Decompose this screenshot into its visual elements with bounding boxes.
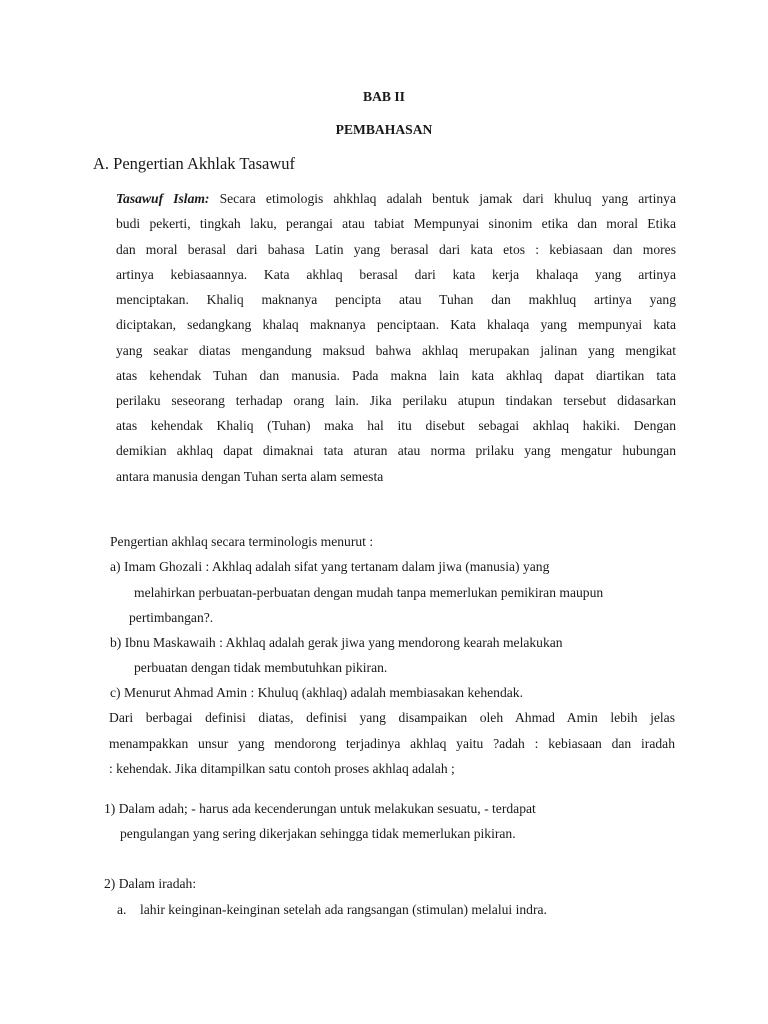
intro-line-1 bbox=[116, 191, 676, 207]
list-item-b-line-2: perbuatan dengan tidak membutuhkan pikiran. bbox=[134, 660, 388, 675]
conclusion-line-1: Dari berbagai definisi diatas, definisi yang disampaikan oleh Ahmad Amin lebih jelas bbox=[109, 710, 675, 725]
intro-line-12: antara manusia dengan Tuhan serta alam semesta bbox=[116, 469, 384, 484]
intro-line-6: diciptakan, sedangkang khalaq maknanya penciptaan. Kata khalaqa yang mempunyai kata bbox=[116, 317, 676, 332]
intro-line-5: menciptakan. Khaliq maknanya pencipta atau Tuhan dan makhluq artinya yang bbox=[116, 292, 676, 307]
conclusion-line-3: : kehendak. Jika ditampilkan satu contoh proses akhlaq adalah ; bbox=[109, 761, 455, 776]
intro-line-2: budi pekerti, tingkah laku, perangai atau tabiat Mempunyai sinonim etika dan moral Etika bbox=[116, 216, 676, 231]
terminology-intro: Pengertian akhlaq secara terminologis menurut : bbox=[110, 534, 374, 549]
chapter-subtitle: PEMBAHASAN bbox=[335, 122, 433, 137]
list-item-b-line-1: b) Ibnu Maskawaih : Akhlaq adalah gerak jiwa yang mendorong kearah melakukan bbox=[110, 635, 563, 650]
chapter-label: BAB II bbox=[363, 89, 405, 104]
list-item-a-line-1: a) Imam Ghozali : Akhlaq adalah sifat yang tertanam dalam jiwa (manusia) yang bbox=[110, 559, 550, 574]
process-iradah-a-marker: a. bbox=[117, 902, 127, 917]
process-adah-line-1: 1) Dalam adah; - harus ada kecenderungan untuk melakukan sesuatu, - terdapat bbox=[104, 801, 536, 816]
intro-term: Tasawuf Islam: bbox=[116, 191, 210, 206]
list-item-c-line-1: c) Menurut Ahmad Amin : Khuluq (akhlaq) adalah membiasakan kehendak. bbox=[110, 685, 523, 700]
intro-line-10: atas kehendak Khaliq (Tuhan) maka hal itu disebut sebagai akhlaq hakiki. Dengan bbox=[116, 418, 676, 433]
intro-line-8: atas kehendak Tuhan dan manusia. Pada makna lain kata akhlaq dapat diartikan tata bbox=[116, 368, 676, 383]
intro-line-3: dan moral berasal dari bahasa Latin yang berasal dari kata etos : kebiasaan dan mores bbox=[116, 242, 676, 257]
intro-line-4: artinya kebiasaannya. Kata akhlaq berasal dari kata kerja khalaqa yang artinya bbox=[116, 267, 676, 282]
intro-line-7: yang seakar diatas mengandung maksud bahwa akhlaq merupakan jalinan yang mengikat bbox=[116, 343, 676, 358]
section-heading: A. Pengertian Akhlak Tasawuf bbox=[93, 154, 295, 173]
conclusion-line-2: menampakkan unsur yang mendorong terjadinya akhlaq yaitu ?adah : kebiasaan dan iradah bbox=[109, 736, 675, 751]
list-item-a-line-3: pertimbangan?. bbox=[129, 610, 214, 625]
process-iradah-label: 2) Dalam iradah: bbox=[104, 876, 197, 891]
list-item-a-line-2: melahirkan perbuatan-perbuatan dengan mudah tanpa memerlukan pemikiran maupun bbox=[134, 585, 604, 600]
intro-line-11: demikian akhlaq dapat dimaknai tata aturan atau norma prilaku yang mengatur hubungan bbox=[116, 443, 676, 458]
process-iradah-a-text: lahir keinginan-keinginan setelah ada rangsangan (stimulan) melalui indra. bbox=[140, 902, 547, 917]
intro-line-9: perilaku seseorang terhadap orang lain. Jika perilaku atupun tindakan tersebut didasarkan bbox=[116, 393, 676, 408]
intro-line-1-text: Secara etimologis ahkhlaq adalah bentuk jamak dari khuluq yang artinya bbox=[209, 191, 676, 206]
process-adah-line-2: pengulangan yang sering dikerjakan sehingga tidak memerlukan pikiran. bbox=[120, 826, 516, 841]
